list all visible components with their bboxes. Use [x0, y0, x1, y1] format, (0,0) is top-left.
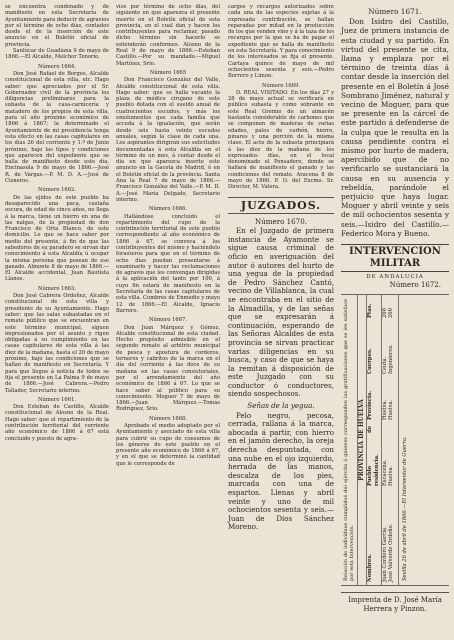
- rotated-table-body: [341, 295, 449, 585]
- announcement-text: Don Esteban de Castillo, Alcalde constitucional de Alosno de la Real. Hago saber: que el repartimiento de la contribución territorial del corriente año económico de 1866 á 67 está concluido y puesto de agra-: [5, 404, 109, 442]
- announcement-number: Número 1672.: [389, 281, 441, 290]
- printer-line-1: Imprenta de D. José María: [348, 596, 442, 605]
- announcement-text: En el Juzgado de primera instancia de Ayamonte se sigue causa criminal de oficio en averiguación del autor ó autores del hurto de una yegua de la propiedad de Pedro Sánchez Cantó, vecino de Villablanca, la cual se encontraba en el sitio de la Almadilla, y de las señas que se expresarán á continuación, esperando de las Señoras Alcaldes de esta provincia se sirvan practicar varias diligencias en su busca, y caso de que se haya la remitan á disposición de este Juzgado con su conductor ó conductores, siendo sospechosos.: [228, 226, 334, 399]
- table-header-cell: Pueblo de residencia.: [367, 426, 380, 487]
- announcement-number: Número 1668.: [149, 415, 187, 422]
- announcement-text: Pelo negro, pecosa, cerrada, rallana á la marca, abocada á partir, con hierro en el jamón derecho, la oreja derecha despuntada, con una nube en el ojo izquierdo, herrada de las manos, descalza de los pies, marcada con una de espartos. Llenas y abril veinte y uno de mil ochocientos sesenta y seis.—Juan de Dios Sánchez Moreno.: [228, 410, 334, 532]
- table-cell: Huelva.: [388, 465, 395, 487]
- announcement-text: Hallándose concluido el repartimiento del cupo de la contribución territorial de este pueblo correspondiente al año económico de 1866 á 67, se convoca á los contribuyentes del mismo y haciéndolo forasteros para que en el término de ocho días puedan presentarse á examinarlo y hacer las reclamaciones de agravio que les convengan dirigidas á la aplicación del tanto por 100, á cuyo fin estará de manifiesto en la Secretaría de las casas capitulares de esta villa. Cumbres de Enmedio y mayo 12 de 1866.—El Alcalde, Ignacio Barrero.: [116, 213, 220, 314]
- announcement-text: Aprobado el medio adoptado por el Ayuntamiento y asociado de esta villa para cubrir su cupo de consumos de los géneros de este pueblo en el presente año económico de 1866 á 67, y en el que se determinó la cantidad que le corresponde de: [116, 423, 220, 467]
- rotated-table: [341, 294, 449, 586]
- column-3: [228, 4, 334, 532]
- table-cell: Juan Cordero García.: [381, 526, 388, 583]
- announcement-text: Don José Rafael de Borges, Alcalde constitucional de esta villa, etc. Hago saber: que apreciados por el Sr. Gobernador civil de la provincia los diligencias preliminares para la subasta de la casa-carnicería y matadero de los propios de esta villa, para el año próximo económico de 1866 á 1867; la determinado el Ayuntamiento de mi presidencia tenga esta efecto en las casas capitulares en los días 26 del corriente y 1.º de Junio próximo, bajo las tipos y condiciones que aparecen del expediente que se halla de manifiesto desde este día. Encinasola 9 de mayo de 1866.—José R. de Vargas.—P. M. D. A.—José de Cisneros.: [5, 70, 109, 185]
- announcement-text: De las ejidos de este pueblo ha desaparecido una paca, castaña oscura, de edad de cinco años, no llega á la marca, tiene un hierro en una de las nalgas, de la propiedad de don Francisco de Orta Blanco, de este domicilio. Lo que se hace saber por medio del presente, á fin de que las sabedores de su paradero se sirvan dar conocimiento á esta Alcaldía ú ocupar la misma persona que posean de ese ganado. Almonte 8 de mayo de 1866.—El Alcalde accidental, Juan Bautista Llanos.: [5, 194, 109, 283]
- announcement-text: cargos y recargos autorizados sobre cada una de las especies sujetas á la expresada contribución, se hallan reparadas por mitad en la producción de los que venden vino y á la taza de los recargos por la que se ha de pagar el expediente que se halla de manifiesto en esta Secretaría. Y para conocimiento de los interesados se fija el presente. Cartaya quince de mayo de mil ochocientos sesenta y seis.—Pedro Borrero y Limon.: [228, 4, 334, 80]
- announcement-text: se encuentra condenado y de manifiesto en esta Secretaría de Ayuntamiento para deducir de agravios por el término de ocho días, contados desde el de la inserción de este anuncio en el Boletín oficial de provincia.: [5, 4, 109, 48]
- table-header-cell: Cuerpos.: [367, 348, 374, 375]
- column-4: [341, 4, 449, 615]
- table-header-cell: Provincia.: [367, 390, 374, 421]
- table-province: PROVINCIA DE HUELVA: [358, 295, 367, 585]
- table-caption: Relación de individuos cumplidos del ejército á quienes corresponden las gratificaciones que se les satisface por esta Intervención.: [341, 295, 358, 585]
- table-cell: Ceuta.: [381, 356, 388, 375]
- table-cell: Huelva.: [381, 399, 388, 421]
- table-header-cell: Nombres.: [367, 554, 374, 583]
- table-signature: Sevilla 26 de abril de 1866.—El Interventor de Guerra.: [398, 295, 412, 585]
- announcement-number: Número 1666.: [149, 206, 187, 213]
- announcement-number: Número 1667.: [149, 317, 187, 324]
- announcement-signature: Sanlúcar de Guadiana 9 de mayo de 1866.—El Alcalde, Melchor Tenorio.: [5, 48, 109, 61]
- column-2: [116, 4, 220, 467]
- section-heading-intervencion: INTERVENCION MILITAR: [341, 244, 449, 272]
- announcement-number: Número 1670.: [255, 216, 307, 226]
- table-cell: Huelva.: [388, 399, 395, 421]
- announcement-number: Número 1671.: [368, 7, 422, 16]
- announcement-number: Número 1662.: [38, 187, 76, 194]
- announcement-text: vios por término de ocho días, del siguiente en que aparezca el presente inserto en el Boletín oficial de esta provincia, en el cual dan y hacen los contribuyentes para reclamar, pasado dicho término sin hacerlo se entenderán conformes. Alosno de la Real 9 de mayo de 1866.—Esteban Castillo.—Por su mandado.—Miguel Martínez, Srio.: [116, 4, 220, 67]
- table-cell: Ingenieros.: [388, 344, 395, 375]
- table-header-row: [367, 295, 381, 585]
- section-subheading: DE ANDALUCIA: [366, 274, 424, 281]
- table-cell: 200: [381, 308, 388, 319]
- announcement-number: Número 1664.: [38, 63, 76, 70]
- printer-line-2: Herrera y Pinzon.: [363, 605, 427, 614]
- announcement-number: Número 1663.: [38, 285, 76, 292]
- announcement-text: Don Juan Márquez y Gómez, Alcalde constitucional de esta ciudad. Hecho propósito admisible en el segundo remate al arbitrio municipal de pesca y apostura de corderos, terneros y cabritos de la marca en el día del corriente á las doce de su mañana en las casas consistoriales, por el arrendamiento del año económico de 1866 á 67. Lo que se hace saber al público para su conocimiento. Moguer 7 de mayo de 1866.—Juan Márquez.—Tomás Rodríguez, Srio.: [116, 324, 220, 413]
- announcement-number: Número 1665: [149, 69, 187, 76]
- table-row: [388, 295, 395, 585]
- announcement-text: Don Isidro del Castillo, Juez de primera instancia de esta ciudad y su partido. En virtud del presente se cita, llama y emplaza por el término de treinta días á contar desde la inserción del presente en el Boletín á José Sombrano Jiménez, natural y vecino de Moguer, para que se presente en la cárcel de este partido á defenderse de la culpa que le resulta en la causa pendiente contra el mismo por hurto de madera, apercibido que de no verificarlo se sustanciará la causa en su ausencia y rebeldía, parándole el perjuicio que haya lugar. Moguer y abril veinte y seis de mil ochocientos sesenta y seis.—Isidro del Castillo.—Federico Mora y Bueno.: [341, 17, 449, 238]
- announcement-text: Don Francisco González del Valle, Alcalde constitucional de esta villa. Hago saber: que se halla vacante la plaza de médico cirujano de este pueblo dotada con el sueldo anual de cuatrocientos escudos, y más los emolumentos que cada familia que acceda á la igualación, que serán desde seis hasta veinte escudos anuales, según la clase de cada una. Los aspirantes dirigirán sus solicitudes documentadas á esta Alcaldía en el término de un mes, á contar desde el día en que aparezca inserto este anuncio en la Gaceta de Madrid, ó en el Boletín oficial de la provincia. Santa Ana la Real 7 de mayo de 1866.—Francisco González del Valle.—P. M. D. A.—José María Delgado, Secretario interino.: [116, 77, 220, 203]
- subheading: Señas de la yegua.: [247, 401, 315, 411]
- table-cell: Escacena.: [381, 459, 388, 487]
- table-cell: José Valverde Ordoño.: [388, 523, 395, 583]
- table-cell: 200: [388, 308, 395, 319]
- printer-imprint: [341, 592, 449, 615]
- announcement-text: Don José Cabrera Ordoñez, Alcalde constitucional de esta villa y presidente de su Ayuntamiento. Hago saber: que las salas subastadas en el remate público que se encuentran en este término municipal, siguen impresionados por el asunto y rigen obligadas á su cumplimiento en las casas capitulares de esta villa á las diez de la mañana, hasta el 20 de mayo próximo, bajo las condiciones que se hallan de manifiesto en Secretaría. Y para que llegue á noticia de todos se fija el presente en La Palma 9 de mayo de 1866.—José Cabrera.—Pedro Tallader, Secretario interino.: [5, 293, 109, 394]
- announcement-number: Número 1669.: [262, 82, 300, 89]
- section-heading-juzgados: JUZGADOS.: [228, 197, 334, 214]
- column-1: [5, 4, 109, 442]
- table-header-cell: Ptas.: [367, 303, 374, 319]
- announcement-number: Número 1661.: [38, 396, 76, 403]
- announcement-text: D. REAL VISITADO. En los días 27 y 28 de mayo actual se verificará en público subasta y como sobrante en este Real Gremio de un almacén bastante considerable de carbones que se componen de maderas de varias edades, palos de carbón, hierro, pinares y una porción de la misma clase. El acto de la subasta principiará á las diez de la mañana de los expresados días, en el local denominado el Ponsadero, donde se hallará de manifiesto el ganado y las condiciones del remate. Aracena 8 de mayo de 1866. P. O. del Excmo. Sr. Director, M. Valera.: [228, 89, 334, 191]
